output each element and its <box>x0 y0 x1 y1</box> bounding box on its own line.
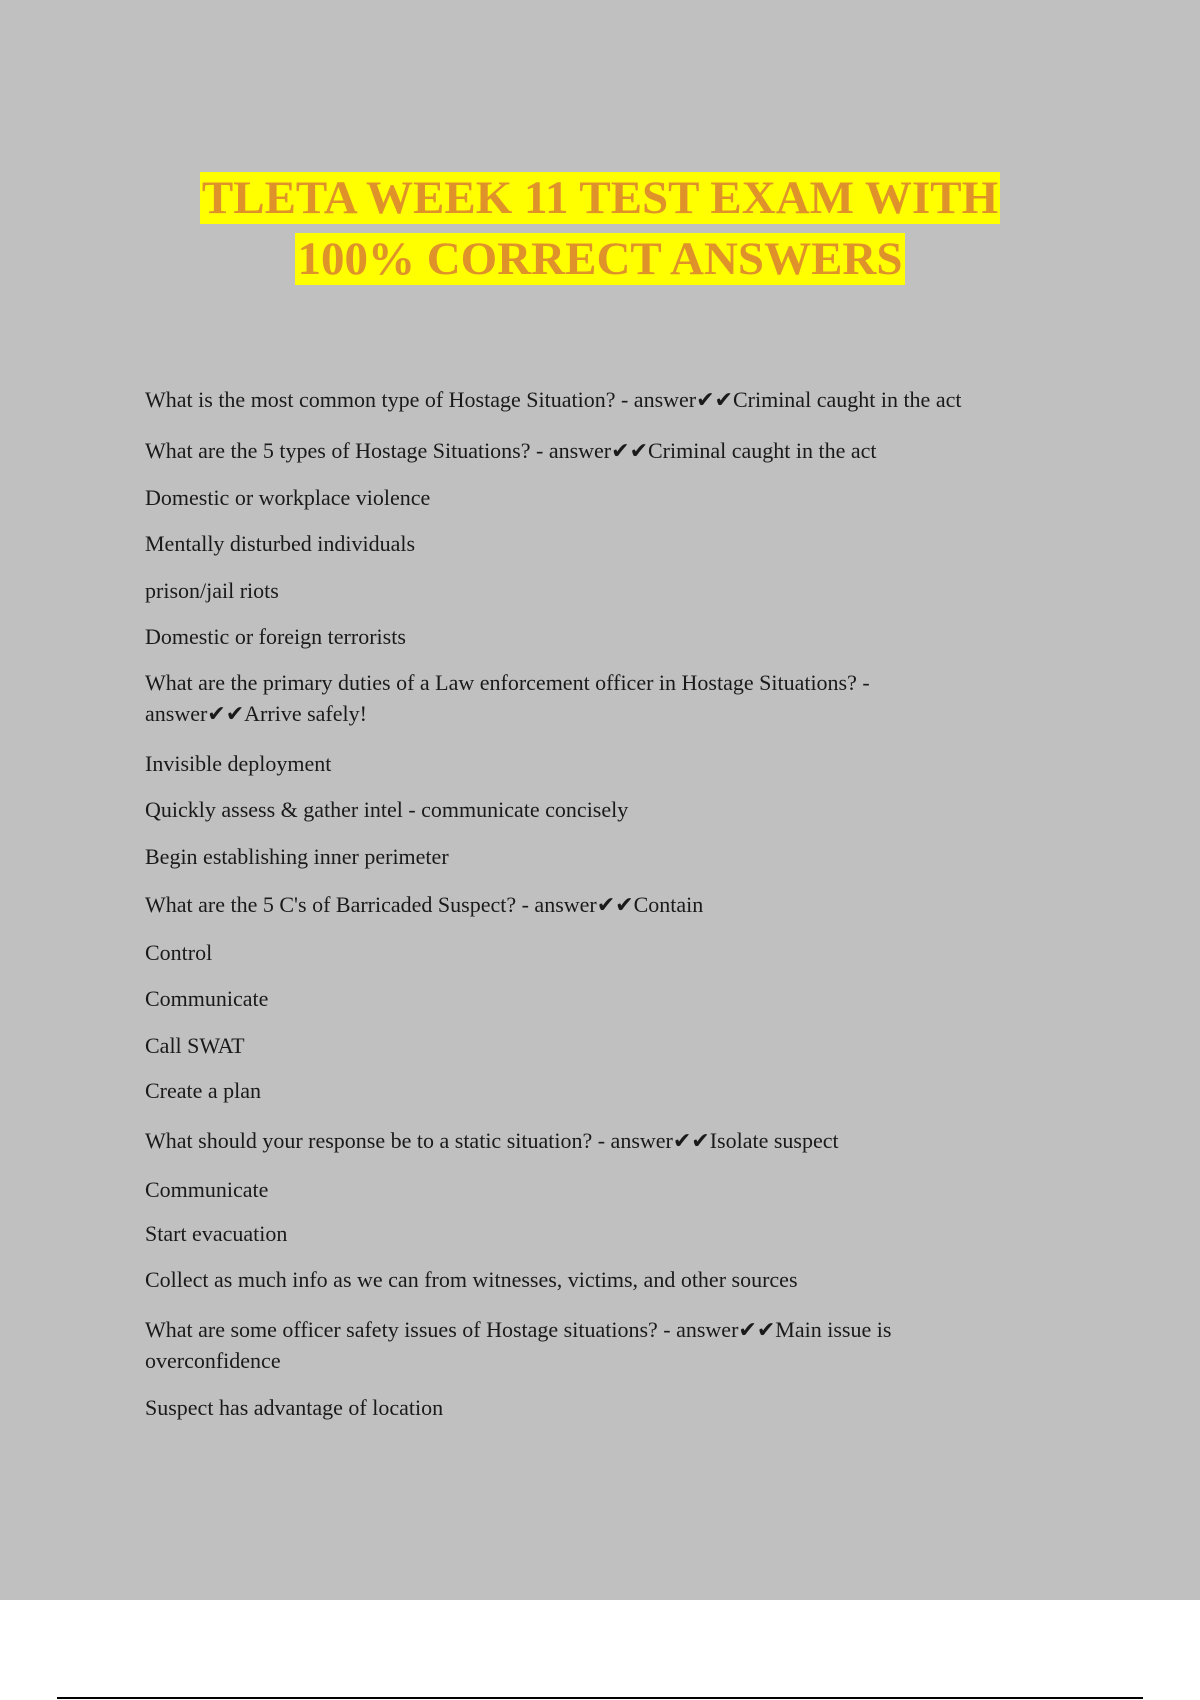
qa-line: Domestic or workplace violence <box>145 485 431 510</box>
qa-line: What are the primary duties of a Law enforcement officer in Hostage Situations? - answer✔✔Arrive safely! <box>145 670 870 726</box>
qa-line: Create a plan <box>145 1078 262 1103</box>
qa-line: prison/jail riots <box>145 578 279 603</box>
qa-line: What are some officer safety issues of Hostage situations? - answer✔✔Main issue is overconfidence <box>145 1317 892 1373</box>
qa-line: What are the 5 C's of Barricaded Suspect? - answer✔✔Contain <box>145 892 704 917</box>
qa-line: Quickly assess & gather intel - communicate concisely <box>145 797 629 822</box>
qa-line: Control <box>145 940 213 965</box>
qa-line: Domestic or foreign terrorists <box>145 624 406 649</box>
qa-line: Communicate <box>145 986 269 1011</box>
footer-rule <box>57 1697 1143 1699</box>
qa-line: Begin establishing inner perimeter <box>145 844 449 869</box>
qa-line: Invisible deployment <box>145 751 332 776</box>
qa-line: Start evacuation <box>145 1221 288 1246</box>
qa-line: Collect as much info as we can from witnesses, victims, and other sources <box>145 1267 798 1292</box>
title-line-1: TLETA WEEK 11 TEST EXAM WITH <box>201 172 999 224</box>
qa-line: What is the most common type of Hostage Situation? - answer✔✔Criminal caught in the act <box>145 387 962 412</box>
qa-line: Mentally disturbed individuals <box>145 531 416 556</box>
qa-line: Suspect has advantage of location <box>145 1395 444 1420</box>
document-title <box>0 168 1200 290</box>
qa-line: Communicate <box>145 1177 269 1202</box>
qa-line: What are the 5 types of Hostage Situations? - answer✔✔Criminal caught in the act <box>145 438 877 463</box>
title-line-2: 100% CORRECT ANSWERS <box>297 233 903 285</box>
qa-line: What should your response be to a static situation? - answer✔✔Isolate suspect <box>145 1128 839 1153</box>
qa-line: Call SWAT <box>145 1033 245 1058</box>
